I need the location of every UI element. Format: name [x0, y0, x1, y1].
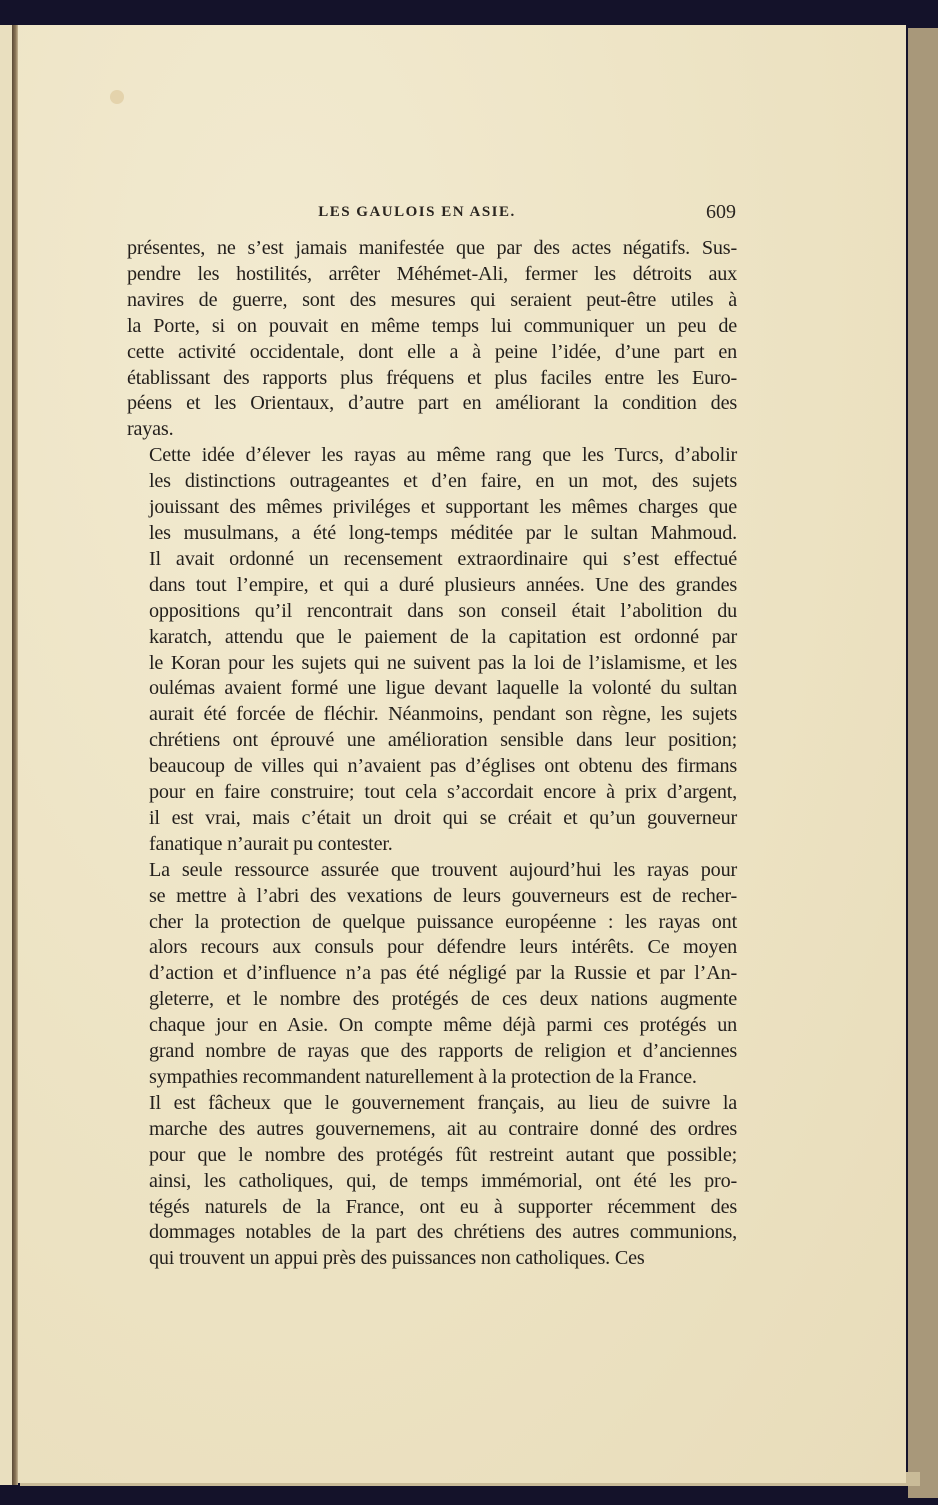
text-line: marche des autres gouvernemens, ait au contraire donné des ordres	[149, 1117, 737, 1140]
text-line: grand nombre de rayas que des rapports de religion et d’anciennes	[149, 1040, 737, 1063]
text-line: oulémas avaient formé une ligue devant laquelle la volonté du sultan	[149, 677, 737, 700]
text-line: il est vrai, mais c’était un droit qui se créait et qu’un gouverneur	[149, 806, 737, 829]
text-line: péens et les Orientaux, d’autre part en améliorant la condition des	[127, 392, 737, 415]
text-line: gleterre, et le nombre des protégés de ces deux nations augmente	[149, 988, 737, 1011]
body-text	[127, 236, 737, 1272]
paper-stain	[110, 90, 124, 104]
text-line: dans tout l’empire, et qui a duré plusieurs années. Une des grandes	[149, 573, 737, 596]
running-title: LES GAULOIS EN ASIE.	[318, 204, 516, 220]
paragraph	[127, 1091, 737, 1272]
text-line: pour que le nombre des protégés fût restreint autant que possible;	[149, 1143, 737, 1166]
paragraph	[127, 236, 737, 443]
text-line: présentes, ne s’est jamais manifestée que par des actes négatifs. Sus-	[127, 237, 737, 259]
text-line: alors recours aux consuls pour défendre leurs intérêts. Ce moyen	[149, 936, 737, 959]
facing-page-edge	[0, 25, 12, 1485]
underlying-pages-edge	[908, 28, 938, 1498]
text-line: rayas.	[127, 418, 174, 441]
page-header	[128, 201, 736, 230]
text-line: qui trouvent un appui près des puissances non catholiques. Ces	[149, 1247, 645, 1270]
text-line: la Porte, si on pouvait en même temps lui communiquer un peu de	[127, 314, 737, 337]
text-line: Il avait ordonné un recensement extraordinaire qui s’est effectué	[149, 547, 737, 570]
page-number: 609	[706, 201, 736, 223]
text-line: karatch, attendu que le paiement de la capitation est ordonné par	[149, 625, 737, 648]
text-line: pour en faire construire; tout cela s’accordait encore à prix d’argent,	[149, 781, 737, 804]
text-line: pendre les hostilités, arrêter Méhémet-Ali, fermer les détroits aux	[127, 262, 737, 285]
text-line: aurait été forcée de fléchir. Néanmoins, pendant son règne, les sujets	[149, 703, 737, 726]
text-line: tégés naturels de la France, ont eu à supporter récemment des	[149, 1195, 737, 1218]
text-line: beaucoup de villes qui n’avaient pas d’églises ont obtenu des firmans	[149, 755, 737, 778]
text-line: établissant des rapports plus fréquens et plus faciles entre les Euro-	[127, 366, 737, 389]
text-line: chaque jour en Asie. On compte même déjà parmi ces protégés un	[149, 1014, 737, 1037]
text-line: oppositions qu’il rencontrait dans son conseil était l’abolition du	[149, 599, 737, 622]
text-line: se mettre à l’abri des vexations de leurs gouverneurs est de recher-	[149, 884, 737, 907]
text-line: les musulmans, a été long-temps méditée par le sultan Mahmoud.	[149, 521, 737, 544]
text-line: les distinctions outrageantes et d’en faire, en un mot, des sujets	[149, 470, 737, 493]
text-line: La seule ressource assurée que trouvent aujourd’hui les rayas pour	[149, 858, 737, 881]
paragraph	[127, 443, 737, 858]
paragraph	[127, 858, 737, 1091]
text-line: chrétiens ont éprouvé une amélioration sensible dans leur position;	[149, 729, 737, 752]
text-line: navires de guerre, sont des mesures qui seraient peut-être utiles à	[127, 288, 737, 311]
text-line: le Koran pour les sujets qui ne suivent pas la loi de l’islamisme, et les	[149, 651, 737, 674]
text-line: dommages notables de la part des chrétiens des autres communions,	[149, 1221, 737, 1244]
text-line: Cette idée d’élever les rayas au même rang que les Turcs, d’abolir	[149, 444, 737, 467]
text-line: Il est fâcheux que le gouvernement français, au lieu de suivre la	[149, 1091, 737, 1114]
text-line: fanatique n’aurait pu contester.	[149, 832, 393, 855]
text-line: jouissant des mêmes priviléges et supportant les mêmes charges que	[149, 496, 737, 519]
text-line: cette activité occidentale, dont elle a à peine l’idée, d’une part en	[127, 340, 737, 363]
text-line: d’action et d’influence n’a pas été négligé par la Russie et par l’An-	[149, 962, 737, 985]
text-line: sympathies recommandent naturellement à la protection de la France.	[149, 1066, 697, 1088]
text-line: ainsi, les catholiques, qui, de temps immémorial, ont été les pro-	[149, 1169, 737, 1192]
text-line: cher la protection de quelque puissance européenne : les rayas ont	[149, 910, 737, 933]
